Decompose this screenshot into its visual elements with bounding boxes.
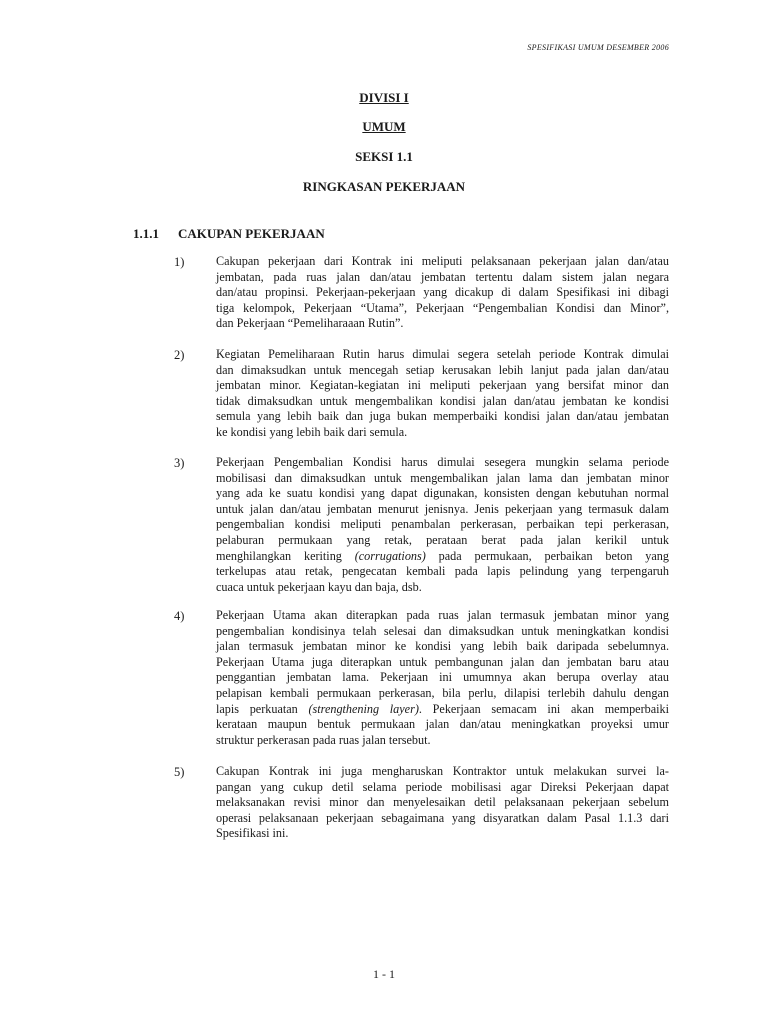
paragraph-line: Cakupan Kontrak ini juga mengharuskan Kontraktor untuk melakukan survei la- bbox=[216, 764, 669, 778]
paragraph-line: penggantian jembatan lama. Pekerjaan ini umumnya akan berupa overlay atau bbox=[216, 670, 669, 685]
item-paragraph bbox=[216, 764, 669, 842]
division-title: DIVISI I bbox=[359, 90, 409, 105]
paragraph-line: Spesifikasi ini. bbox=[216, 826, 289, 841]
item-paragraph bbox=[216, 347, 669, 441]
italic-term: (corrugations) bbox=[354, 548, 426, 563]
paragraph-line: dan Pekerjaan “Pemeliharaaan Rutin”. bbox=[216, 316, 404, 331]
paragraph-line: tiga kelompok, Pekerjaan “Utama”, Pekerjaan “Pengembalian Kondisi dan Minor”, bbox=[216, 300, 669, 315]
running-header: SPESIFIKASI UMUM DESEMBER 2006 bbox=[527, 43, 669, 52]
section-title: RINGKASAN PEKERJAAN bbox=[302, 179, 466, 194]
paragraph-line: jembatan minor. Kegiatan-kegiatan ini meliputi pekerjaan yang bersifat minor dan bbox=[216, 378, 669, 393]
paragraph-line: melaksanakan revisi minor dan menyelesaikan detil pelaksanaan pekerjaan sebelum bbox=[216, 795, 669, 810]
subsection-number: 1.1.1 bbox=[133, 226, 159, 241]
paragraph-line: pelapisan kembali permukaan perkerasan, bila perlu, dilapisi terlebih dahulu dengan bbox=[216, 685, 669, 700]
paragraph-line: mobilisasi dan dimaksudkan untuk mengembalikan jalan lama dan jembatan minor bbox=[216, 470, 669, 485]
paragraph-line: yang ada ke suatu kondisi yang dapat digunakan, konsisten dengan kebutuhan normal bbox=[216, 486, 669, 501]
subsection-title: CAKUPAN PEKERJAAN bbox=[178, 226, 325, 241]
item-number: 2) bbox=[174, 348, 185, 362]
paragraph-line: pengembalian kondisi meliputi penambalan perkerasan, perbaikan tepi perkerasan, bbox=[216, 517, 669, 532]
item-paragraph bbox=[216, 455, 669, 595]
paragraph-line: semula yang lebih baik dan juga bukan memperbaiki kondisi jalan dan/atau jembatan bbox=[216, 409, 669, 424]
paragraph-line: pelaburan permukaan yang retak, perataan berat pada jalan kerikil untuk bbox=[216, 532, 669, 547]
paragraph-line: menghilangkan keriting (corrugations) pada permukaan, perbaikan beton yang bbox=[216, 548, 669, 563]
paragraph-line: lapis perkuatan (strengthening layer). Pekerjaan semacam ini akan memperbaiki bbox=[216, 701, 669, 716]
paragraph-line: Kegiatan Pemeliharaan Rutin harus dimulai segera setelah periode Kontrak dimulai bbox=[216, 347, 669, 361]
item-number: 3) bbox=[174, 456, 185, 470]
paragraph-line: Pekerjaan Utama akan diterapkan pada ruas jalan termasuk jembatan minor yang bbox=[216, 608, 669, 622]
item-paragraph bbox=[216, 608, 669, 748]
paragraph-line: pengembalian kondisinya telah selesai dan dimaksudkan untuk meningkatkan kondisi bbox=[216, 623, 669, 638]
paragraph-line: dan dimaksudkan untuk mencegah setiap kerusakan lebih lanjut pada jalan dan/atau bbox=[216, 362, 669, 377]
paragraph-line: Cakupan pekerjaan dari Kontrak ini meliputi pelaksanaan pekerjaan jalan dan/atau bbox=[216, 254, 669, 268]
item-paragraph bbox=[216, 254, 669, 332]
paragraph-line: ke kondisi yang lebih baik dari semula. bbox=[216, 424, 408, 439]
paragraph-line: kerataan maupun bentuk permukaan jalan dan/atau meningkatkan proyeksi umur bbox=[216, 717, 669, 732]
paragraph-line: struktur perkerasan pada ruas jalan tersebut. bbox=[216, 732, 431, 747]
paragraph-line: jalan termasuk jembatan minor ke kondisi yang lebih baik daripada sebelumnya. bbox=[216, 639, 669, 654]
paragraph-line: pangan yang cukup detil selama periode mobilisasi agar Direksi Pekerjaan dapat bbox=[216, 779, 669, 794]
paragraph-line: jembatan, pada ruas jalan dan/atau jembatan tertentu dalam sistem jalan negara bbox=[216, 269, 669, 284]
item-number: 4) bbox=[174, 609, 185, 623]
paragraph-line: Pekerjaan Utama juga diterapkan untuk pembangunan jalan dan jembatan baru atau bbox=[216, 654, 669, 669]
item-number: 5) bbox=[174, 765, 185, 779]
paragraph-line: cuaca untuk pekerjaan kayu dan baja, dsb. bbox=[216, 579, 422, 594]
paragraph-line: Pekerjaan Pengembalian Kondisi harus dimulai sesegera mungkin selama periode bbox=[216, 455, 669, 469]
paragraph-line: untuk jalan dan/atau jembatan menurut jenisnya. Jenis pekerjaan yang termasuk dalam bbox=[216, 501, 669, 516]
paragraph-line: operasi pelaksanaan pekerjaan sebagaimana yang disyaratkan dalam Pasal 1.1.3 dari bbox=[216, 810, 669, 825]
paragraph-line: dan/atau propinsi. Pekerjaan-pekerjaan yang dicakup di dalam Spesifikasi ini dibagi bbox=[216, 285, 669, 300]
paragraph-line: tidak dimaksudkan untuk mengembalikan kondisi jalan dan/atau jembatan ke kondisi bbox=[216, 393, 669, 408]
division-subtitle: UMUM bbox=[362, 119, 406, 134]
item-number: 1) bbox=[174, 255, 185, 269]
paragraph-line: terkelupas atau retak, pengecatan kembali pada lapis pelindung yang terpengaruh bbox=[216, 564, 669, 579]
italic-term: (strengthening layer) bbox=[308, 701, 419, 716]
section-number: SEKSI 1.1 bbox=[355, 149, 413, 164]
page-number: 1 - 1 bbox=[373, 967, 395, 981]
